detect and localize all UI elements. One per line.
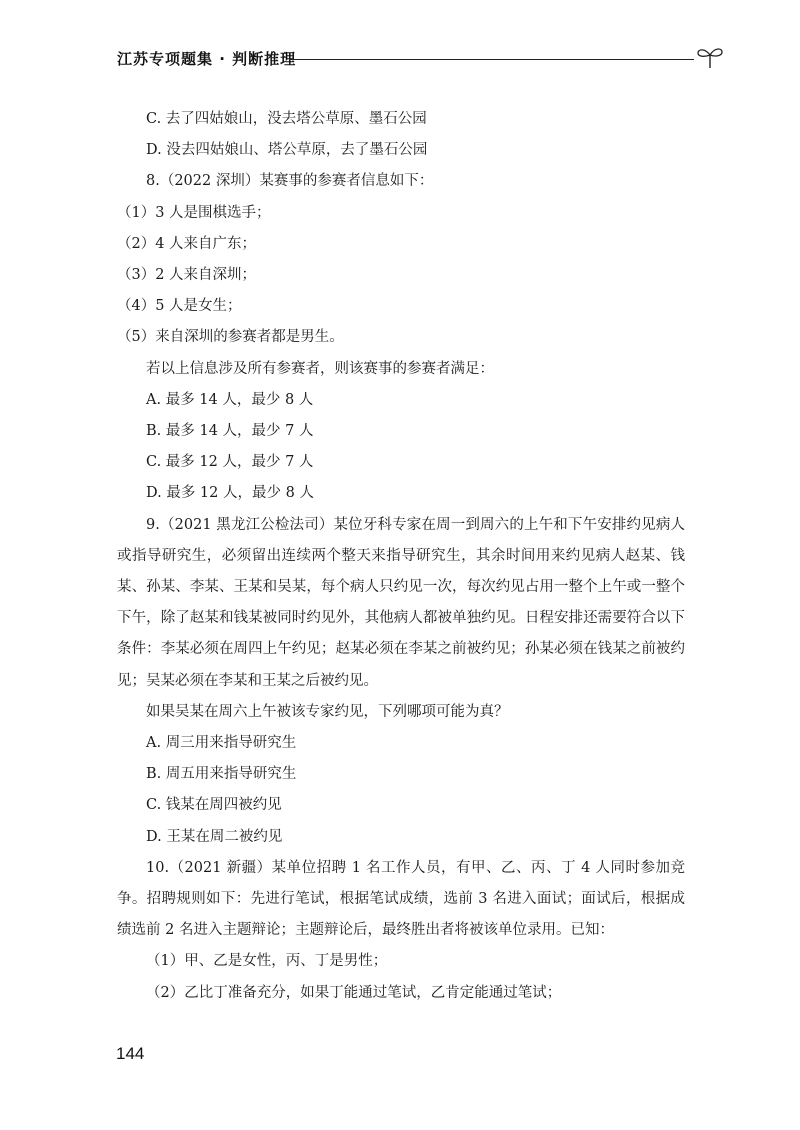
- q8-question: 若以上信息涉及所有参赛者，则该赛事的参赛者满足：: [146, 360, 494, 377]
- q10-stem: 10.（2021 新疆）某单位招聘 1 名工作人员，有甲、乙、丙、丁 4 人同时参加竞争。招聘规则如下：先进行笔试，根据笔试成绩，选前 3 名进入面试；面试后，根据成绩选前 2 名进入主题辩论；主题辩论后，最终胜出者将被该单位录用。已知：: [117, 859, 685, 939]
- q9-option: B. 周五用来指导研究生: [146, 766, 297, 783]
- q10-condition: （1）甲、乙是女性，丙、丁是男性；: [146, 953, 388, 970]
- page-number: 144: [116, 1044, 145, 1063]
- page-content: [117, 104, 685, 1009]
- page-header: [117, 44, 727, 74]
- q8-option: A. 最多 14 人，最少 8 人: [146, 391, 314, 408]
- q10-condition: （2）乙比丁准备充分，如果丁能通过笔试，乙肯定能通过笔试；: [146, 984, 562, 1001]
- q9-question: 如果吴某在周六上午被该专家约见，下列哪项可能为真？: [146, 703, 509, 720]
- q9-option: A. 周三用来指导研究生: [146, 735, 297, 752]
- q9-option: D. 王某在周二被约见: [146, 828, 283, 845]
- q8-condition: （1）3 人是围棋选手；: [117, 204, 271, 221]
- q7-option-d: D. 没去四姑娘山、塔公草原，去了墨石公园: [146, 142, 428, 159]
- header-title: 江苏专项题集 · 判断推理: [117, 50, 297, 68]
- header-rule: [289, 59, 694, 60]
- q9-option: C. 钱某在周四被约见: [146, 797, 282, 814]
- q8-condition: （5）来自深圳的参赛者都是男生。: [117, 329, 344, 346]
- q8-option: D. 最多 12 人，最少 8 人: [146, 485, 314, 502]
- q8-condition: （2）4 人来自广东；: [117, 235, 257, 252]
- q8-option: B. 最多 14 人，最少 7 人: [146, 423, 314, 440]
- q7-option-c: C. 去了四姑娘山，没去塔公草原、墨石公园: [146, 111, 427, 127]
- q8-stem: 8.（2022 深圳）某赛事的参赛者信息如下：: [146, 173, 434, 190]
- sprout-icon: [695, 44, 725, 70]
- q9-stem: 9.（2021 黑龙江公检法司）某位牙科专家在周一到周六的上午和下午安排约见病人或指导研究生，必须留出连续两个整天来指导研究生，其余时间用来约见病人赵某、钱某、孙某、李某、王某和吴某，每个病人只约见一次，每次约见占用一整个上午或一整个下午，除了赵某和钱某被同时约见外，其他病人都被单独约见。日程安排还需要符合以下条件：李某必须在周四上午约见；赵某必须在李某之前被约见；孙某必须在钱某之前被约见；吴某必须在李某和王某之后被约见。: [117, 516, 685, 689]
- q8-condition: （3）2 人来自深圳；: [117, 267, 257, 284]
- q8-option: C. 最多 12 人，最少 7 人: [146, 454, 314, 471]
- q8-condition: （4）5 人是女生；: [117, 298, 242, 315]
